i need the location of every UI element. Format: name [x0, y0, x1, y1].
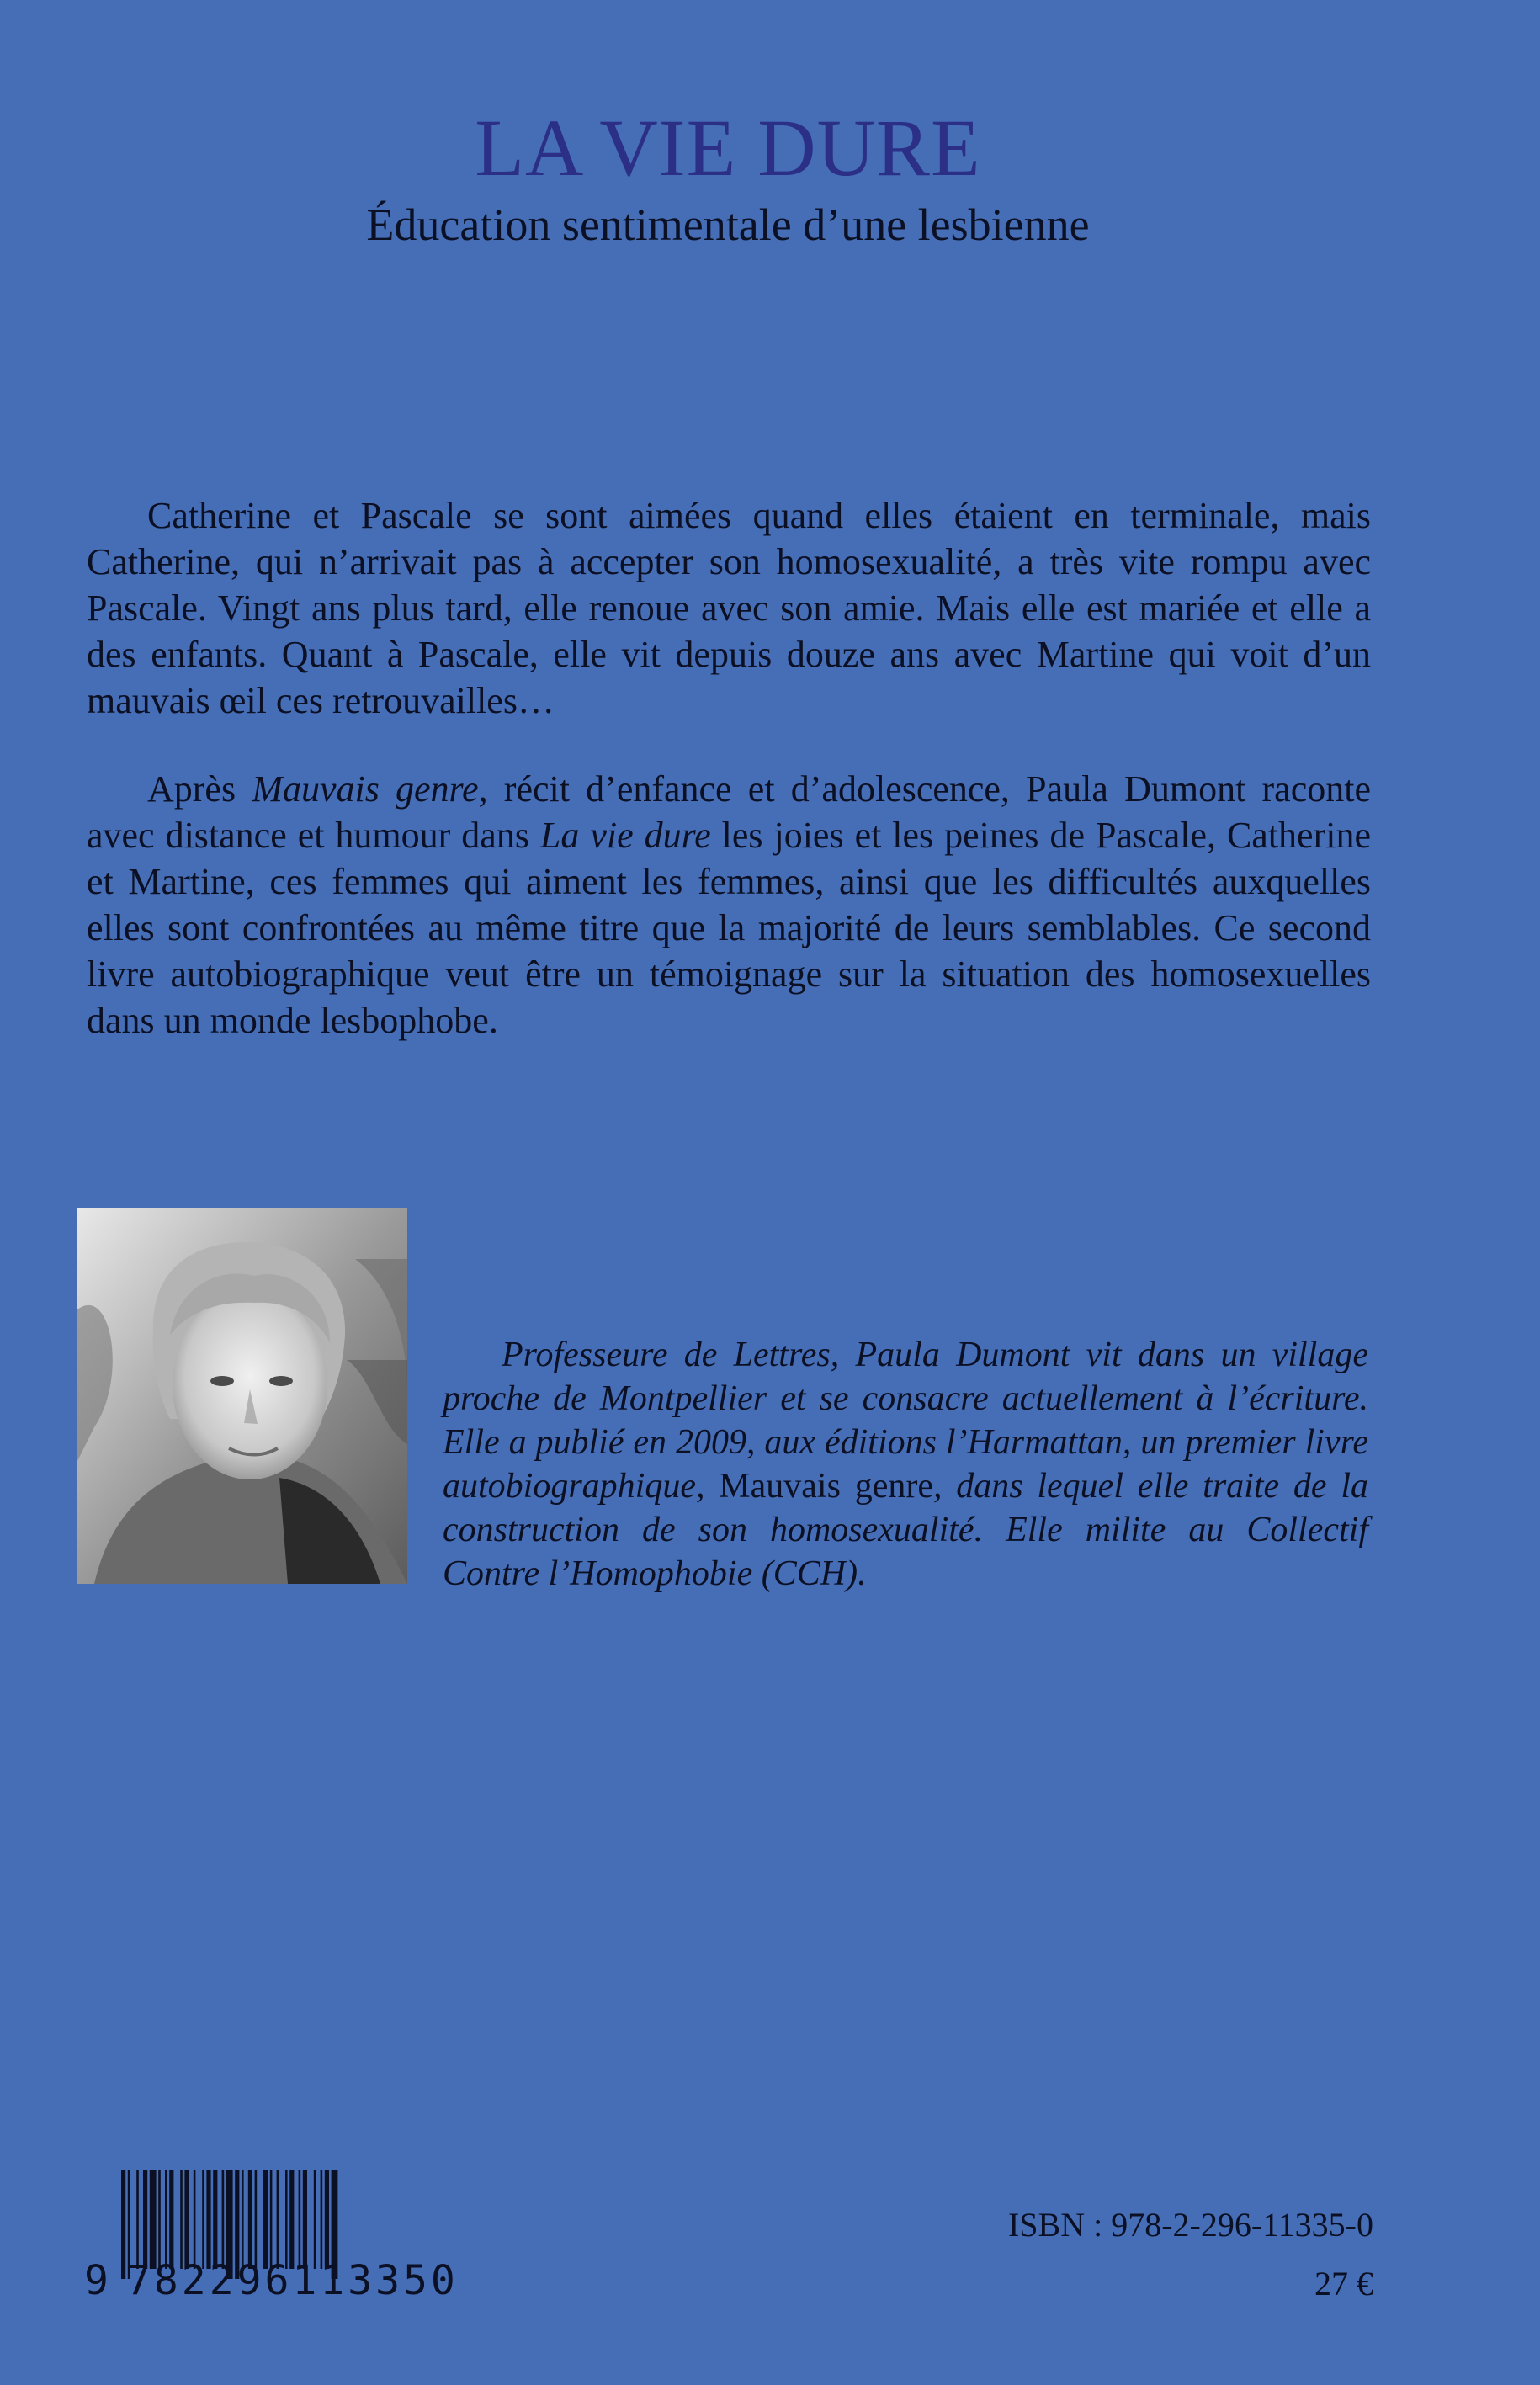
- barcode-bar: [222, 2170, 225, 2269]
- barcode-bar: [255, 2170, 258, 2269]
- blurb-text: les joies et les peines de Pascale, Catherine et Martine, ces femmes qui aiment les femmes, ainsi que les difficultés auxquelles elles sont confrontées au même titre que la majorité de leurs semblables. Ce second livre autobiographique veut être un témoignage sur la situation des homosexuelles dans un monde lesbophobe.: [87, 815, 1371, 1041]
- blurb-paragraph-1: Catherine et Pascale se sont aimées quand elles étaient en terminale, mais Catherine, qui n’arrivait pas à accepter son homosexualité, a très vite rompu avec Pascale. Vingt ans plus tard, elle renoue avec son amie. Mais elle est mariée et elle a des enfants. Quant à Pascale, elle vit depuis douze ans avec Martine qui voit d’un mauvais œil ces retrouvailles…: [87, 495, 1371, 721]
- barcode-bar: [158, 2170, 161, 2269]
- barcode-bar: [202, 2170, 204, 2269]
- bio-text: Professeure de Lettres, Paula Dumont vit dans un village proche de Montpellier et se consacre actuellement à l’écriture. Elle a publié en 2009, aux éditions l’Harmattan, un premier livre autobiographique,: [443, 1336, 1368, 1506]
- barcode-bar: [289, 2170, 294, 2269]
- barcode-digits: 782296113350: [126, 2257, 459, 2304]
- bio-text: , dans lequel elle traite de la construction de son homosexualité. Elle milite au Collectif Contre l’Homophobie (CCH).: [443, 1467, 1368, 1593]
- book-reference-la-vie-dure: La vie dure: [539, 815, 711, 856]
- barcode-bar: [121, 2170, 125, 2279]
- barcode-bar: [270, 2170, 273, 2269]
- price: 27 €: [1314, 2265, 1373, 2303]
- blurb-text: Après: [147, 768, 252, 810]
- barcode-bar: [184, 2170, 189, 2269]
- barcode-first-digit: 9: [84, 2257, 109, 2304]
- barcode-bar: [136, 2170, 139, 2269]
- isbn: ISBN : 978-2-296-11335-0: [1007, 2206, 1373, 2244]
- barcode-bar: [248, 2170, 252, 2269]
- barcode-bar: [143, 2170, 147, 2269]
- barcode-bar: [169, 2170, 173, 2269]
- barcode-bar: [242, 2170, 244, 2269]
- barcode-bar: [180, 2170, 183, 2269]
- book-title: LA VIE DURE: [475, 103, 981, 193]
- barcode-bar: [303, 2170, 307, 2269]
- book-reference-mauvais-genre: Mauvais genre: [719, 1467, 933, 1506]
- barcode-bar: [314, 2170, 316, 2269]
- book-reference-mauvais-genre: Mauvais genre: [252, 768, 479, 810]
- blurb-paragraph-2: [87, 766, 1371, 1044]
- barcode-bar: [213, 2170, 217, 2269]
- barcode-bar: [194, 2170, 196, 2269]
- barcode-bar: [277, 2170, 279, 2269]
- barcode-bar: [263, 2170, 268, 2269]
- barcode-bar: [165, 2170, 167, 2269]
- barcode-bar: [325, 2170, 329, 2269]
- blurb-text: , récit d’enfance et d’adolescence, Paula Dumont raconte avec distance et humour dans: [87, 768, 1371, 856]
- barcode-bar: [206, 2170, 210, 2269]
- author-portrait-image: [77, 1208, 407, 1584]
- book-subtitle: Éducation sentimentale d’une lesbienne: [366, 199, 1090, 250]
- author-biography: [443, 1333, 1368, 1596]
- author-photo: [77, 1208, 407, 1584]
- barcode-bar: [299, 2170, 301, 2269]
- barcode-bar: [321, 2170, 323, 2269]
- barcode-bar: [150, 2170, 157, 2269]
- barcode-bar: [285, 2170, 288, 2269]
